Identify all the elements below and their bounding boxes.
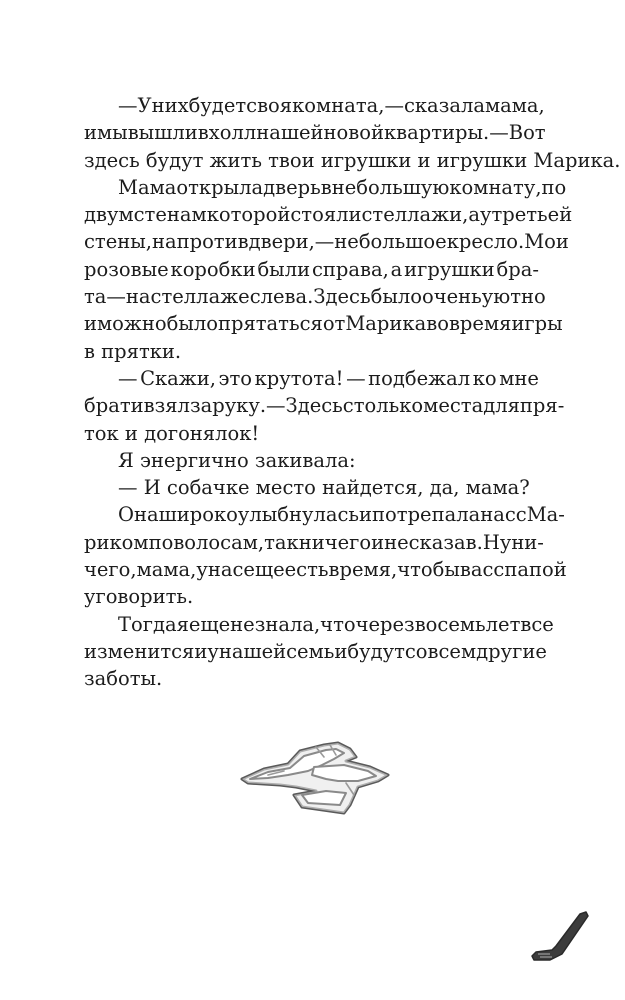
word: — <box>118 94 138 117</box>
text-line <box>84 256 539 283</box>
text-line <box>84 119 546 146</box>
word: холл <box>208 121 257 145</box>
word: своя <box>246 94 293 117</box>
word: так <box>264 530 299 554</box>
word: прятаться <box>217 312 323 336</box>
word: Мама <box>118 175 177 199</box>
text-line <box>84 228 569 255</box>
word: третьей <box>491 203 573 227</box>
word: и <box>359 503 373 527</box>
word: можно <box>97 312 167 336</box>
word: не <box>230 612 255 636</box>
text-line-content: заботы. <box>84 667 163 691</box>
text-line <box>84 447 539 474</box>
text-line <box>84 611 554 638</box>
text-line <box>84 665 539 692</box>
word: и <box>84 121 97 145</box>
text-line <box>84 638 547 665</box>
text-line-content: ток и догонялок! <box>84 421 260 445</box>
word: справа, <box>311 257 389 281</box>
word: квартиры. <box>383 121 490 145</box>
word: по <box>148 530 174 554</box>
word: места <box>423 394 484 418</box>
body-text <box>84 92 621 693</box>
text-line <box>84 310 563 337</box>
word: розовые <box>84 257 169 281</box>
word: слева. <box>249 285 314 309</box>
word: мы <box>97 121 128 145</box>
word: улыбнулась <box>237 503 360 527</box>
word: лет <box>485 612 521 636</box>
word: я <box>176 612 189 636</box>
word: было <box>166 312 218 336</box>
word: подбежал <box>368 366 471 390</box>
word: сказала <box>403 94 485 117</box>
word: чего, <box>84 558 137 582</box>
word: комнату, <box>449 175 542 199</box>
word: на <box>125 285 151 309</box>
word: широко <box>158 503 238 527</box>
word: Ну <box>482 530 512 554</box>
word: стеллажи, <box>361 203 469 227</box>
word: у <box>196 558 208 582</box>
word: ни- <box>511 530 544 554</box>
word: волосам, <box>173 530 265 554</box>
text-line <box>84 147 621 174</box>
word: та <box>84 285 107 309</box>
word: изменится <box>84 639 195 663</box>
text-line <box>84 556 567 583</box>
word: пря- <box>519 394 565 418</box>
word: с <box>515 503 527 527</box>
word: которой <box>206 203 291 227</box>
word: будут <box>347 639 405 663</box>
word: открыла <box>176 175 264 199</box>
word: у <box>207 639 219 663</box>
word: бра- <box>496 257 539 281</box>
word: новой <box>323 121 384 145</box>
word: время, <box>328 558 398 582</box>
text-line-content: в прятки. <box>84 339 182 363</box>
text-line <box>84 583 539 610</box>
word: через <box>355 612 415 636</box>
word: У <box>137 94 152 117</box>
word: — <box>346 366 366 390</box>
word: Здесь <box>285 394 343 418</box>
word: восемь <box>414 612 486 636</box>
word: за <box>189 394 213 418</box>
word: все <box>520 612 554 636</box>
word: двери, <box>248 230 315 254</box>
text-line <box>84 501 565 528</box>
word: и <box>130 394 144 418</box>
word: нас <box>480 503 516 527</box>
word: небольшую <box>331 175 450 199</box>
word: Вот <box>508 121 546 145</box>
word: вышли <box>127 121 198 145</box>
word: совсем <box>404 639 477 663</box>
word: а <box>468 203 480 227</box>
word: во <box>426 312 449 336</box>
word: стены, <box>84 230 152 254</box>
word: них <box>151 94 189 117</box>
word: крутота! <box>254 366 344 390</box>
text-line <box>84 283 546 310</box>
text-line <box>84 338 539 365</box>
word: будет <box>188 94 247 117</box>
word: — <box>266 394 286 418</box>
word: и <box>84 312 97 336</box>
word: в <box>320 175 332 199</box>
word: двум <box>84 203 134 227</box>
word: — <box>106 285 126 309</box>
word: вас <box>459 558 494 582</box>
word: Мои <box>524 230 569 254</box>
text-line-content: здесь будут жить твои игрушки и игрушки Марика. <box>84 148 621 172</box>
word: нашей <box>256 121 324 145</box>
text-line-content: уговорить. <box>84 585 194 609</box>
word: коробки <box>170 257 256 281</box>
word: что <box>320 612 356 636</box>
word: и <box>194 639 208 663</box>
text-line <box>84 474 539 501</box>
word: еще <box>243 558 285 582</box>
text-line <box>84 92 545 119</box>
hockey-skates-sketch-icon <box>228 735 400 819</box>
word: — <box>384 94 404 117</box>
word: еще <box>188 612 231 636</box>
word: время <box>448 312 512 336</box>
word: потрепала <box>372 503 481 527</box>
word: стеллаже <box>150 285 250 309</box>
word: в <box>197 121 209 145</box>
word: игры <box>511 312 563 336</box>
word: стояли <box>290 203 362 227</box>
word: это <box>218 366 252 390</box>
word: нас <box>207 558 244 582</box>
word: для <box>483 394 520 418</box>
word: брат <box>84 394 131 418</box>
word: а <box>390 257 403 281</box>
word: дверь <box>263 175 321 199</box>
word: ко <box>472 366 497 390</box>
text-line-content: Я энергично закивала: <box>118 448 356 472</box>
word: с <box>493 558 505 582</box>
word: руку. <box>212 394 267 418</box>
text-line <box>84 420 539 447</box>
hockey-stick-icon <box>526 908 596 968</box>
word: было <box>370 285 422 309</box>
text-line-content: — И собачке место найдется, да, мама? <box>118 476 530 500</box>
text-line <box>84 365 539 392</box>
word: чтобы <box>397 558 460 582</box>
text-line <box>84 392 565 419</box>
word: стенам <box>133 203 207 227</box>
word: мама, <box>484 94 545 117</box>
word: Здесь <box>313 285 371 309</box>
word: есть <box>284 558 329 582</box>
word: Ма- <box>526 503 565 527</box>
word: комната, <box>292 94 385 117</box>
text-line <box>84 201 573 228</box>
word: знала, <box>254 612 321 636</box>
word: Марика <box>345 312 427 336</box>
word: нашей <box>218 639 287 663</box>
word: были <box>257 257 311 281</box>
word: по <box>541 175 567 199</box>
word: не <box>384 530 409 554</box>
word: кресло. <box>446 230 525 254</box>
word: небольшое <box>334 230 447 254</box>
word: Она <box>118 503 159 527</box>
word: семьи <box>286 639 348 663</box>
word: ничего <box>298 530 372 554</box>
word: столько <box>342 394 424 418</box>
word: риком <box>84 530 149 554</box>
word: игрушки <box>404 257 495 281</box>
word: сказав. <box>408 530 483 554</box>
word: папой <box>504 558 567 582</box>
word: мне <box>499 366 539 390</box>
word: взял <box>143 394 190 418</box>
word: Скажи, <box>140 366 216 390</box>
word: у <box>479 203 492 227</box>
word: мама, <box>136 558 197 582</box>
text-line <box>84 174 567 201</box>
word: очень <box>421 285 482 309</box>
word: — <box>314 230 335 254</box>
word: напротив <box>151 230 249 254</box>
text-line <box>84 529 544 556</box>
word: уютно <box>481 285 546 309</box>
word: другие <box>476 639 547 663</box>
word: — <box>489 121 509 145</box>
word: от <box>322 312 346 336</box>
word: и <box>371 530 385 554</box>
word: — <box>118 366 138 390</box>
word: Тогда <box>118 612 177 636</box>
